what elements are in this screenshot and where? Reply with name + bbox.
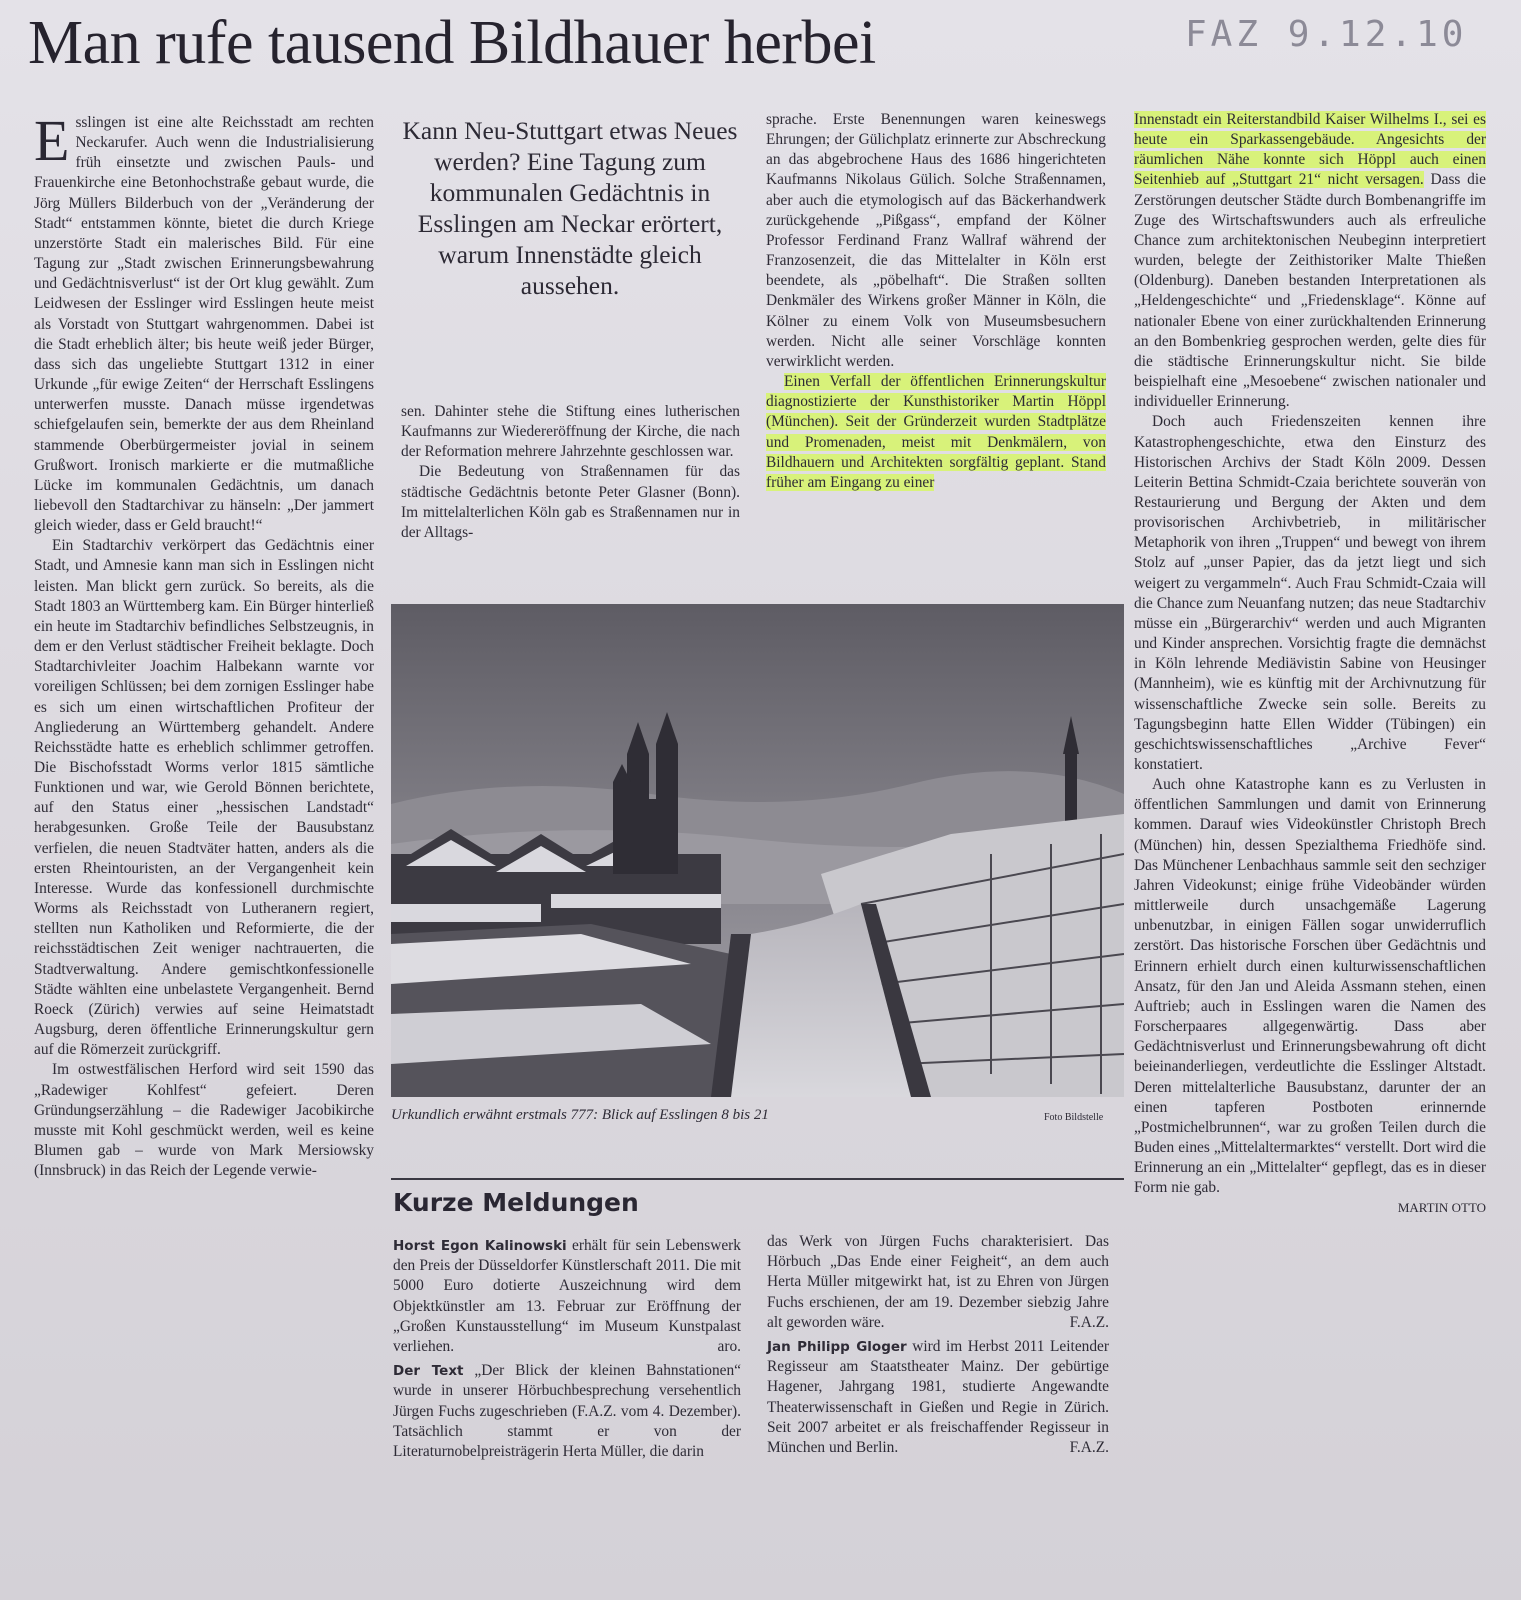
- news-item-keyword: Horst Egon Kalinowski: [393, 1238, 567, 1254]
- paragraph: Ein Stadtarchiv verkörpert das Gedächtnis einer Stadt, und Amnesie kann man sich in Esslingen nicht leisten. Man blickt gern zurück. So bereits, als die Stadt 1803 an Württemberg kam. Ein Bürger hinterließ ein heute im Stadtarchiv befindliches Selbstzeugnis, in dem er den Verlust städtischer Freiheit beklagte. Doch Stadtarchivleiter Joachim Halbekann warnte vor voreiligen Schlüssen; bei dem zornigen Esslinger habe es sich um einen wirtschaftlichen Profiteur der Angliederung an Württemberg gehandelt. Andere Reichsstädte hatte es erheblich schlimmer getroffen. Die Bischofsstadt Worms verlor 1815 sämtliche Funktionen und war, wie Gerold Bönnen berichtete, auf den Status einer „hessischen Landstadt“ herabgesunken. Große Teile der Bausubstanz verfielen, die neuen Stadtväter hatten, anders als die ersten Rheintouristen, an der Vergangenheit kein Interesse. Wurde das konfessionell durchmischte Worms als Reichsstadt von Lutheranern regiert, stellten nun Katholiken und Reformierte, die der reichsstädtischen Zeit weniger nachtrauerten, die Stadtverwaltung. Andere gemischtkonfessionelle Städte wählten eine unbelastete Vergangenheit. Bernd Roeck (Zürich) verwies auf seine Heimatstadt Augsburg, deren öffentliche Erinnerungskultur gern auf die Römerzeit zurückgriff.: [34, 537, 374, 1059]
- news-item-signature: aro.: [717, 1338, 741, 1356]
- paragraph: sprache. Erste Benennungen waren keineswegs Ehrungen; der Gülichplatz erinnerte zur Abschreckung an das abgebrochene Haus des 1686 hingerichteten Kaufmanns Nikolaus Gülich. Solche Straßennamen, aber auch die etymologisch auf das Bäckerhandwerk zurückgehende „Pißgass“, empfand der Kölner Professor Ferdinand Franz Wallraf während der Franzosenzeit, die das Mittelalter in Köln erst beendete, als „pöbelhaft“. Die Straßen sollten Denkmäler des Wirkens großer Männer in Köln, die Kölner zu einem Volk von Museumsbesuchern werden. Nicht alle seiner Vorschläge konnten verwirklicht werden.: [766, 111, 1106, 370]
- paragraph: Innenstadt ein Reiterstandbild Kaiser Wilhelms I., sei es heute ein Sparkassengebäude. Angesichts der räumlichen Nähe konnte sich Höppl auch einen Seitenhieb auf „Stuttgart 21“ nicht versagen. Dass die Zerstörungen deutscher Städte durch Bombenangriffe im Zuge des Wirtschaftswunders auch als erfreuliche Chance zum architektonischen Neubeginn interpretiert wurden, belegte der Zeithistoriker Malte Thießen (Oldenburg). Daneben bestanden Interpretationen als „Heldengeschichte“ und „Friedensklage“. Könne auf nationaler Ebene von einer zurückhaltenden Erinnerung an den Bombenkrieg gesprochen werden, gelte dies für die städtische Erinnerungskultur nicht. Sie bilde beispielhaft eine „Mesoebene“ zwischen nationaler und individueller Erinnerung.: [1134, 111, 1486, 411]
- esslingen-photo: [391, 604, 1124, 1097]
- paragraph: Im ostwestfälischen Herford wird seit 1590 das „Radewiger Kohlfest“ gefeiert. Deren Gründungserzählung – die Radewiger Jacobikirche musste mit Kohl geschmückt werden, weil es keine Blumen gab – wurde von Mark Mersiowsky (Innsbruck) in das Reich der Legende verwie-: [34, 1061, 374, 1180]
- paragraph: Die Bedeutung von Straßennamen für das städtische Gedächtnis betonte Peter Glasner (Bonn). Im mittelalterlichen Köln gab es Straßennamen nur in der Alltags-: [401, 463, 740, 541]
- article-column-1: [34, 108, 374, 1181]
- paragraph: Auch ohne Katastrophe kann es zu Verlusten in öffentlichen Sammlungen und damit von Erinnerung kommen. Darauf wies Videokünstler Christoph Brech (München) hin, dessen Spezialthema Friedhöfe sind. Das Münchener Lenbachhaus sammle seit den sechziger Jahren Videokunst; einige frühe Videobänder würden mittlerweile durch unsachgemäße Lagerung unbenutzbar, in einigen Fällen sogar unwiderruflich zerstört. Das historische Forschen über Gedächtnis und Erinnern erhielt durch einen kulturwissenschaftlichen Ansatz, für den Jan und Aleida Assmann stehen, einen Auftrieb; auch in Esslingen waren die Namen des Forscherpaares allgegenwärtig. Dass aber Gedächtnisverlust und Erinnerungsbewahrung oft dicht beieinanderliegen, verdeutlichte die Esslinger Altstadt. Deren mittelalterliche Bausubstanz, darunter der an einen tapferen Postboten erinnernde „Postmichelbrunnen“, war zu großen Teilen durch die Buden eines „Mittelaltermarktes“ verstellt. Dort wird die Erinnerung an ein „Mittelalter“ gepflegt, das es in dieser Form nie gab.: [1134, 776, 1486, 1197]
- handwritten-note: FAZ 9.12.10: [1185, 14, 1468, 55]
- headline: Man rufe tausend Bildhauer herbei: [28, 9, 876, 77]
- short-news-column-1: [393, 1236, 741, 1466]
- article-column-4: [1134, 110, 1486, 1219]
- author-signature: MARTIN OTTO: [1397, 1200, 1486, 1216]
- subheadline: Kann Neu-Stuttgart etwas Neues werden? Eine Tagung zum kommunalen Gedächtnis in Esslingen am Neckar erörtert, warum Innenstädte gleich aussehen.: [402, 116, 738, 300]
- highlight-marker: Innenstadt ein Reiterstandbild Kaiser Wilhelms I., sei es heute ein Sparkassengebäude. Angesichts der räumlichen Nähe konnte sich Höppl auch einen Seitenhieb auf „Stuttgart 21“ nicht versagen.: [1134, 111, 1486, 189]
- drop-cap: E: [34, 108, 70, 173]
- news-item: Jan Philipp Gloger wird im Herbst 2011 Leitender Regisseur am Staatstheater Mainz. Der gebürtige Hagener, Jahrgang 1981, studierte Angewandte Theaterwissenschaft in Gießen und Regie in Zürich. Seit 2007 arbeitet er als freischaffender Regisseur in München und Berlin. F.A.Z.: [767, 1337, 1109, 1458]
- short-news-column-2: [767, 1232, 1109, 1462]
- paragraph: sen. Dahinter stehe die Stiftung eines lutherischen Kaufmanns zur Wiedereröffnung der Kirche, die nach der Reformation mehrere Jahrzehnte geschlossen war.: [401, 403, 740, 461]
- article-column-3: [766, 110, 1106, 493]
- section-divider: [391, 1178, 1124, 1180]
- paragraph: Doch auch Friedenszeiten kennen ihre Katastrophengeschichte, etwa den Einsturz des Historischen Archivs der Stadt Köln 2009. Dessen Leiterin Bettina Schmidt-Czaia berichtete souverän von Restaurierung und Bergung der Akten und dem provisorischen Archivbetrieb, in militärischer Metaphorik von ihren „Truppen“ und bewegt von ihrem Stolz auf „unser Papier, das da jetzt liegt und sich weigert zu vergammeln“. Auch Frau Schmidt-Czaia will die Chance zum Neuanfang nutzen; das neue Stadtarchiv müsse ein „Bürgerarchiv“ werden und auch Migranten und Kinder ansprechen. Vorsichtig fragte die demnächst in Köln lehrende Mediävistin Sabine von Heusinger (Mannheim), wie es künftig mit der Archivnutzung für wissenschaftliche Zwecke sein solle. Bereits zu Tagungsbeginn hatte Ellen Widder (Tübingen) ein geschichtswissenschaftliches „Archive Fever“ konstatiert.: [1134, 413, 1486, 773]
- news-item: Der Text „Der Blick der kleinen Bahnstationen“ wurde in unserer Hörbuchbesprechung versehentlich Jürgen Fuchs zugeschrieben (F.A.Z. vom 4. Dezember). Tatsächlich stammt er von der Literaturnobelpreisträgerin Herta Müller, die darin: [393, 1362, 742, 1461]
- news-item-keyword: Jan Philipp Gloger: [767, 1339, 907, 1356]
- photo-credit: Foto Bildstelle: [1044, 1112, 1104, 1123]
- news-item-signature: F.A.Z.: [1069, 1313, 1109, 1331]
- news-item: das Werk von Jürgen Fuchs charakterisiert. Das Hörbuch „Das Ende einer Feigheit“, an dem auch Herta Müller mitgewirkt hat, ist zu Ehren von Jürgen Fuchs erschienen, der am 19. Dezember siebzig Jahre alt geworden wäre. F.A.Z.: [767, 1232, 1109, 1333]
- short-news-title: Kurze Meldungen: [393, 1188, 639, 1217]
- news-item-signature: F.A.Z.: [1069, 1439, 1109, 1457]
- paragraph-highlighted: [766, 372, 1106, 493]
- article-column-2: [401, 402, 740, 543]
- cityscape-image: [391, 604, 1124, 1097]
- highlight-marker: Einen Verfall der öffentlichen Erinnerungskultur diagnostizierte der Kunsthistoriker Martin Höppl (München). Seit der Gründerzeit wurden Stadtplätze und Promenaden, meist mit Denkmälern, von Bildhauern und Architekten sorgfältig geplant. Stand früher am Eingang zu einer: [766, 373, 1106, 491]
- news-item: Horst Egon Kalinowski erhält für sein Lebenswerk den Preis der Düsseldorfer Künstlerschaft 2011. Die mit 5000 Euro dotierte Auszeichnung wird dem Objektkünstler am 13. Februar zur Eröffnung der „Großen Kunstausstellung“ im Museum Kunstpalast verliehen. aro.: [393, 1236, 741, 1357]
- news-item-keyword: Der Text: [393, 1363, 464, 1380]
- paragraph: Esslingen ist eine alte Reichsstadt am rechten Neckarufer. Auch wenn die Industrialisierung früh einsetzte und zwischen Pauls- und Frauenkirche eine Betonhochstraße gebaut wurde, die Jörg Müllers Bilderbuch von der „Veränderung der Stadt“ entstammen könnte, bietet die durch Kriege unzerstörte Stadt ein malerisches Bild. Für eine Tagung zur „Stadt zwischen Erinnerungsbewahrung und Gedächtnisverlust“ ist der Ort klug gewählt. Zum Leidwesen der Esslinger wird Esslingen heute meist als Vorstadt von Stuttgart wahrgenommen. Dabei ist die Stadt erheblich älter; bis heute weiß jeder Bürger, dass sich das ungeliebte Stuttgart 1312 in einer Urkunde „für ewige Zeiten“ der Herrschaft Esslingens unterwerfen musste. Danach müsse irgendetwas schiefgelaufen sein, bemerkte der aus dem Rheinland stammende Oberbürgermeister jovial in seinem Grußwort. Ironisch markierte er die mutmaßliche Lücke im kommunalen Gedächtnis, um danach liebevoll den Stadtarchivar zu hänseln: „Der jammert gleich wieder, dass er Geld braucht!“: [34, 108, 374, 535]
- photo-caption: Urkundlich erwähnt erstmals 777: Blick auf Esslingen 8 bis 21: [391, 1107, 769, 1123]
